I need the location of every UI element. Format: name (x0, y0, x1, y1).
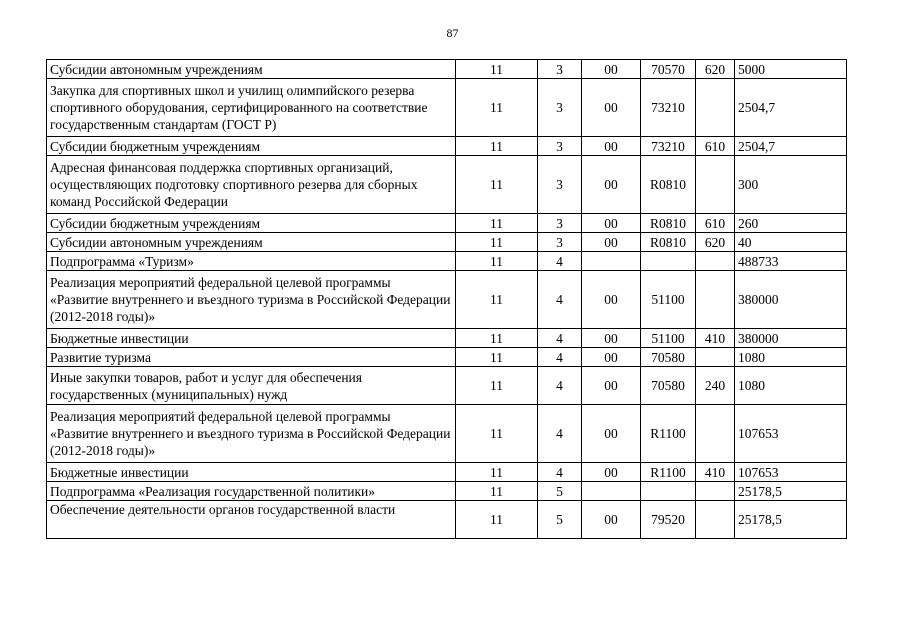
section-code: 11 (456, 271, 538, 329)
amount: 260 (735, 214, 847, 233)
target-code: R0810 (641, 214, 696, 233)
row-name: Иные закупки товаров, работ и услуг для обеспечения государственных (муниципальных) нужд (47, 367, 456, 405)
program-code: 00 (582, 137, 641, 156)
amount: 5000 (735, 60, 847, 79)
section-code: 11 (456, 482, 538, 501)
table-row (47, 405, 847, 463)
amount: 380000 (735, 271, 847, 329)
target-code: R0810 (641, 156, 696, 214)
subsection-code: 4 (538, 367, 582, 405)
section-code: 11 (456, 405, 538, 463)
expense-type-code (696, 79, 735, 137)
section-code: 11 (456, 367, 538, 405)
subsection-code: 5 (538, 501, 582, 539)
expense-type-code: 410 (696, 463, 735, 482)
subsection-code: 3 (538, 79, 582, 137)
subsection-code: 3 (538, 60, 582, 79)
amount: 107653 (735, 463, 847, 482)
subsection-code: 3 (538, 137, 582, 156)
section-code: 11 (456, 233, 538, 252)
subsection-code: 4 (538, 252, 582, 271)
amount: 25178,5 (735, 482, 847, 501)
amount: 488733 (735, 252, 847, 271)
table-row (47, 233, 847, 252)
row-name: Адресная финансовая поддержка спортивных организаций, осуществляющих подготовку спортивного резерва для сборных команд Российской Федерации (47, 156, 456, 214)
section-code: 11 (456, 60, 538, 79)
table-row (47, 60, 847, 79)
target-code: 79520 (641, 501, 696, 539)
target-code: 51100 (641, 271, 696, 329)
amount: 107653 (735, 405, 847, 463)
row-name: Реализация мероприятий федеральной целевой программы «Развитие внутреннего и въездного туризма в Российской Федерации (2012-2018 годы)» (47, 271, 456, 329)
program-code: 00 (582, 233, 641, 252)
target-code: R1100 (641, 463, 696, 482)
expense-type-code (696, 252, 735, 271)
expense-type-code: 610 (696, 214, 735, 233)
section-code: 11 (456, 501, 538, 539)
expense-type-code (696, 348, 735, 367)
program-code: 00 (582, 367, 641, 405)
target-code: 70570 (641, 60, 696, 79)
section-code: 11 (456, 137, 538, 156)
row-name: Реализация мероприятий федеральной целевой программы «Развитие внутреннего и въездного туризма в Российской Федерации (2012-2018 годы)» (47, 405, 456, 463)
table-row (47, 156, 847, 214)
row-name: Бюджетные инвестиции (47, 329, 456, 348)
section-code: 11 (456, 79, 538, 137)
program-code: 00 (582, 79, 641, 137)
section-code: 11 (456, 348, 538, 367)
table-row (47, 214, 847, 233)
expense-type-code (696, 271, 735, 329)
section-code: 11 (456, 156, 538, 214)
row-name: Подпрограмма «Реализация государственной политики» (47, 482, 456, 501)
table-row (47, 501, 847, 539)
target-code: 73210 (641, 137, 696, 156)
page-number: 87 (446, 26, 459, 40)
expense-type-code (696, 501, 735, 539)
expense-type-code (696, 405, 735, 463)
amount: 300 (735, 156, 847, 214)
target-code (641, 482, 696, 501)
row-name: Бюджетные инвестиции (47, 463, 456, 482)
target-code: R1100 (641, 405, 696, 463)
table-row (47, 252, 847, 271)
expense-type-code: 610 (696, 137, 735, 156)
row-name: Закупка для спортивных школ и училищ олимпийского резерва спортивного оборудования, сертифицированного на соответствие государственным стандартам (ГОСТ Р) (47, 79, 456, 137)
subsection-code: 4 (538, 348, 582, 367)
section-code: 11 (456, 329, 538, 348)
section-code: 11 (456, 463, 538, 482)
amount: 25178,5 (735, 501, 847, 539)
row-name: Развитие туризма (47, 348, 456, 367)
expense-type-code: 240 (696, 367, 735, 405)
subsection-code: 4 (538, 463, 582, 482)
section-code: 11 (456, 214, 538, 233)
table-row (47, 348, 847, 367)
amount: 1080 (735, 348, 847, 367)
target-code: 73210 (641, 79, 696, 137)
program-code: 00 (582, 60, 641, 79)
expense-type-code: 620 (696, 233, 735, 252)
target-code: R0810 (641, 233, 696, 252)
expense-type-code: 410 (696, 329, 735, 348)
table-row (47, 79, 847, 137)
program-code (582, 482, 641, 501)
subsection-code: 3 (538, 214, 582, 233)
expense-type-code (696, 482, 735, 501)
row-name: Субсидии автономным учреждениям (47, 233, 456, 252)
target-code: 70580 (641, 348, 696, 367)
expense-type-code (696, 156, 735, 214)
table-row (47, 482, 847, 501)
subsection-code: 5 (538, 482, 582, 501)
program-code: 00 (582, 214, 641, 233)
subsection-code: 4 (538, 329, 582, 348)
amount: 40 (735, 233, 847, 252)
row-name: Обеспечение деятельности органов государственной власти (47, 501, 456, 539)
subsection-code: 3 (538, 233, 582, 252)
program-code: 00 (582, 463, 641, 482)
program-code: 00 (582, 348, 641, 367)
table-row (47, 367, 847, 405)
budget-table (46, 59, 847, 539)
target-code: 51100 (641, 329, 696, 348)
section-code: 11 (456, 252, 538, 271)
amount: 1080 (735, 367, 847, 405)
program-code: 00 (582, 271, 641, 329)
target-code (641, 252, 696, 271)
table-row (47, 329, 847, 348)
amount: 2504,7 (735, 79, 847, 137)
expense-type-code: 620 (696, 60, 735, 79)
table-row (47, 137, 847, 156)
subsection-code: 4 (538, 271, 582, 329)
program-code: 00 (582, 329, 641, 348)
amount: 2504,7 (735, 137, 847, 156)
table-row (47, 463, 847, 482)
row-name: Субсидии бюджетным учреждениям (47, 137, 456, 156)
target-code: 70580 (641, 367, 696, 405)
table-row (47, 271, 847, 329)
row-name: Субсидии автономным учреждениям (47, 60, 456, 79)
program-code: 00 (582, 405, 641, 463)
subsection-code: 4 (538, 405, 582, 463)
row-name: Подпрограмма «Туризм» (47, 252, 456, 271)
budget-table-body (47, 60, 847, 539)
subsection-code: 3 (538, 156, 582, 214)
amount: 380000 (735, 329, 847, 348)
row-name: Субсидии бюджетным учреждениям (47, 214, 456, 233)
program-code (582, 252, 641, 271)
program-code: 00 (582, 156, 641, 214)
program-code: 00 (582, 501, 641, 539)
